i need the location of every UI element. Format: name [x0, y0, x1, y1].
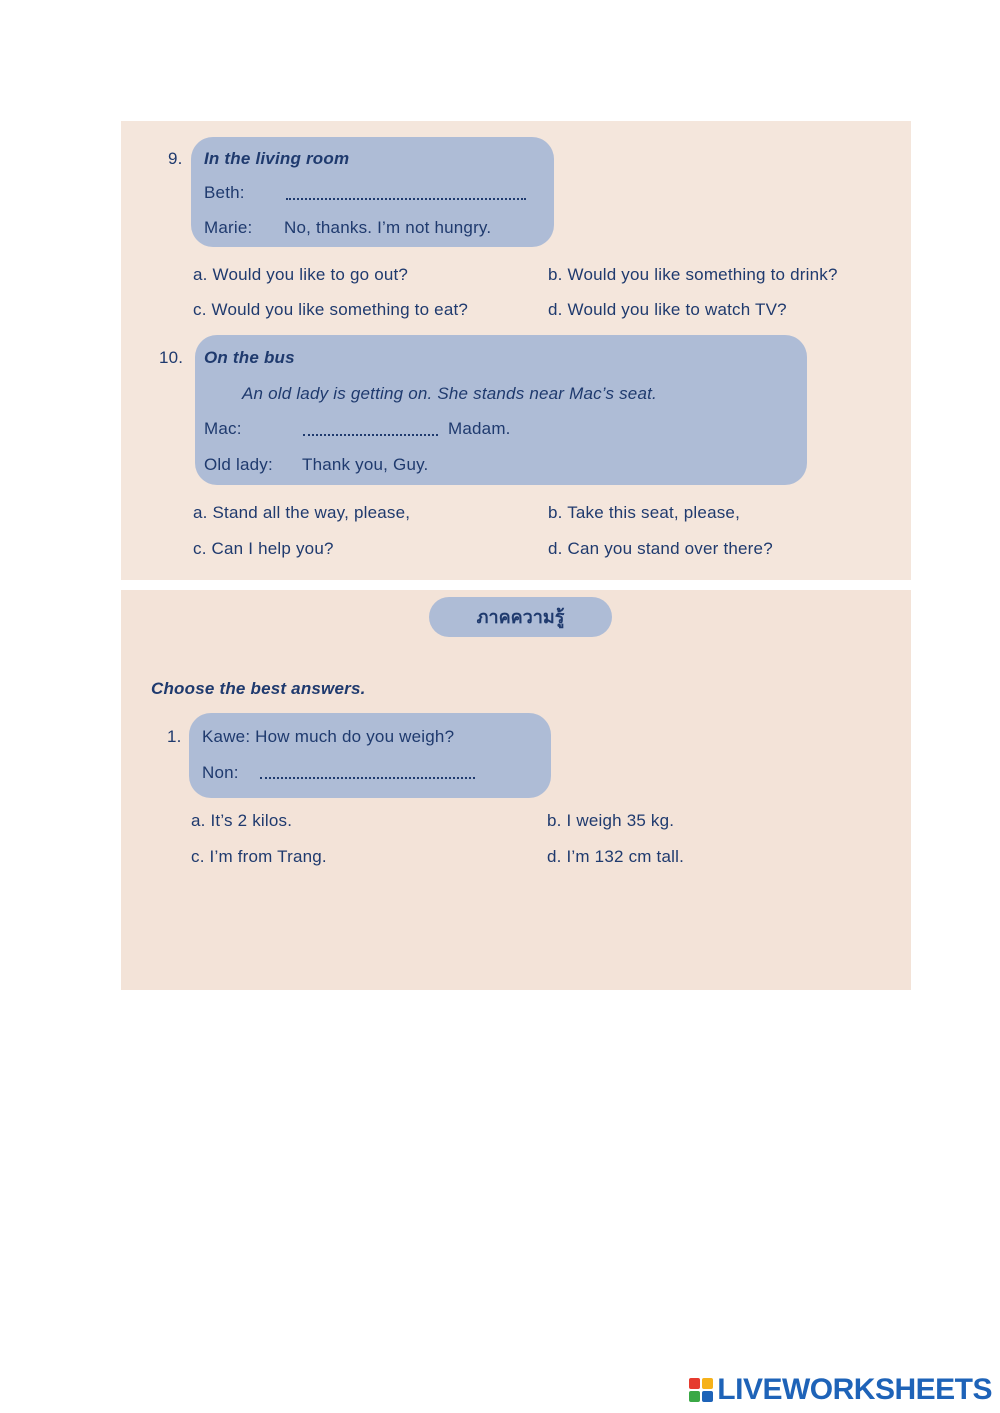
option-b[interactable]: b. Take this seat, please,	[548, 503, 741, 522]
speaker-label: Marie:	[204, 218, 253, 237]
option-c[interactable]: c. Would you like something to eat?	[193, 300, 469, 319]
answer-blank[interactable]	[260, 777, 475, 779]
dialogue-line: No, thanks. I’m not hungry.	[284, 218, 492, 237]
question-number: 1.	[167, 727, 182, 746]
option-d[interactable]: d. I’m 132 cm tall.	[547, 847, 685, 866]
option-a[interactable]: a. Stand all the way, please,	[193, 503, 411, 522]
dialogue-line: Thank you, Guy.	[302, 455, 429, 474]
option-d[interactable]: d. Can you stand over there?	[548, 539, 773, 558]
speaker-label: Non:	[202, 763, 239, 782]
question-number: 9.	[168, 149, 183, 168]
option-c[interactable]: c. Can I help you?	[193, 539, 334, 558]
option-c[interactable]: c. I’m from Trang.	[191, 847, 327, 866]
instruction: Choose the best answers.	[151, 679, 366, 698]
speaker-label: Mac:	[204, 419, 242, 438]
dialogue-line: Madam.	[448, 419, 511, 438]
scene-title: On the bus	[204, 348, 295, 367]
option-a[interactable]: a. It’s 2 kilos.	[191, 811, 293, 830]
liveworksheets-logo[interactable]	[689, 1373, 992, 1407]
worksheet-panel-top	[121, 121, 911, 580]
option-b[interactable]: b. I weigh 35 kg.	[547, 811, 675, 830]
answer-blank[interactable]	[303, 434, 438, 436]
logo-mark-icon	[689, 1378, 713, 1402]
option-a[interactable]: a. Would you like to go out?	[193, 265, 409, 284]
dialogue-bubble-q1	[189, 713, 551, 798]
option-d[interactable]: d. Would you like to watch TV?	[548, 300, 787, 319]
logo-text: LIVEWORKSHEETS	[717, 1373, 992, 1406]
scene-title: In the living room	[204, 149, 350, 168]
answer-blank[interactable]	[286, 198, 526, 200]
section-title: ภาคความรู้	[429, 597, 612, 637]
narration: An old lady is getting on. She stands near Mac’s seat.	[242, 384, 657, 403]
speaker-label: Beth:	[204, 183, 245, 202]
dialogue-line: Kawe: How much do you weigh?	[202, 727, 455, 746]
option-b[interactable]: b. Would you like something to drink?	[548, 265, 838, 284]
speaker-label: Old lady:	[204, 455, 273, 474]
question-number: 10.	[159, 348, 184, 367]
worksheet-panel-bottom	[121, 590, 911, 990]
